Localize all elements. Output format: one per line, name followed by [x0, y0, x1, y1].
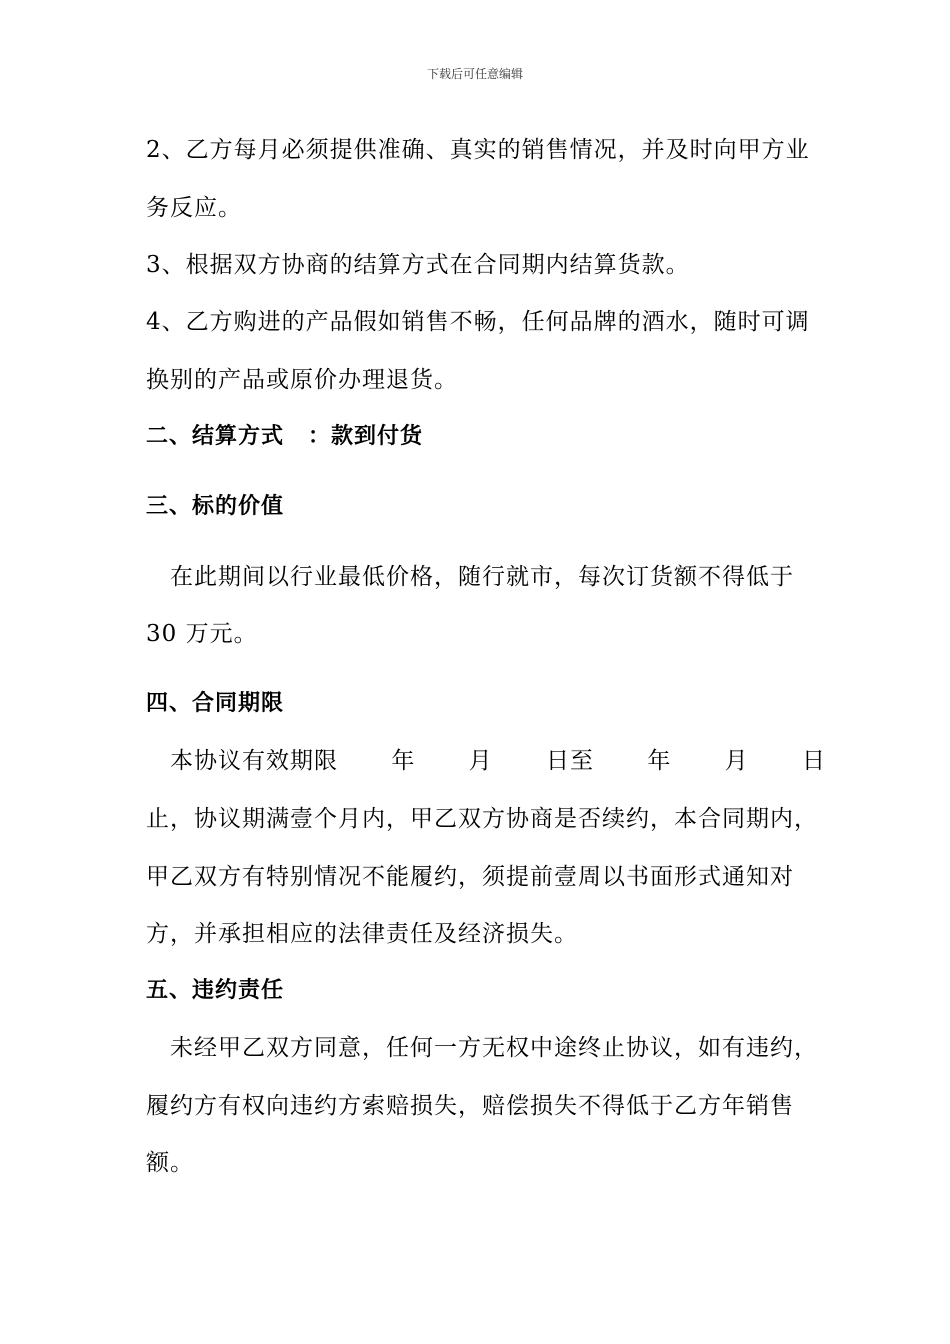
term-start-month: 月: [468, 748, 493, 774]
term-start-day: 日至: [545, 748, 594, 774]
section-4-line-2: 止，协议期满壹个月内，甲乙双方协商是否续约，本合同期内，: [146, 806, 818, 832]
section-2-heading: [146, 421, 826, 453]
section-3-line-1: 在此期间以行业最低价格，随行就市，每次订货额不得低于: [170, 564, 794, 590]
section-5-line-1: 未经甲乙双方同意，任何一方无权中途终止协议，如有违约，: [170, 1035, 818, 1061]
term-label: 本协议有效期限: [170, 748, 338, 774]
term-end-day: 日: [801, 748, 826, 774]
clause-2-line-2: 务反应。: [146, 195, 242, 221]
term-end-month: 月: [724, 748, 749, 774]
page-header: 下载后可任意编辑: [426, 67, 523, 81]
clause-3-line-1: 3、根据双方协商的结算方式在合同期内结算货款。: [146, 252, 690, 278]
section-2-value: ：款到付货: [308, 424, 424, 449]
section-4-heading: 四、合同期限: [146, 691, 285, 716]
section-3-line-2: 30 万元。: [146, 621, 258, 647]
section-3-heading: 三、标的价值: [146, 494, 285, 519]
clause-4-line-2: 换别的产品或原价办理退货。: [146, 367, 458, 393]
section-2-title: 二、结算方式: [146, 424, 285, 449]
term-end-year: 年: [647, 748, 672, 774]
clause-4-line-1: 4、乙方购进的产品假如销售不畅，任何品牌的酒水，随时可调: [146, 309, 810, 335]
section-4-line-3: 甲乙双方有特别情况不能履约，须提前壹周以书面形式通知对: [146, 864, 794, 890]
clause-2-line-1: 2、乙方每月必须提供准确、真实的销售情况，并及时向甲方业: [146, 137, 810, 163]
section-5-line-2: 履约方有权向违约方索赔损失，赔偿损失不得低于乙方年销售: [146, 1093, 794, 1119]
section-4-line-4: 方，并承担相应的法律责任及经济损失。: [146, 921, 578, 947]
section-4-term-line: [170, 745, 826, 777]
term-start-year: 年: [391, 748, 416, 774]
section-5-line-3: 额。: [146, 1150, 194, 1176]
section-5-heading: 五、违约责任: [146, 978, 285, 1003]
